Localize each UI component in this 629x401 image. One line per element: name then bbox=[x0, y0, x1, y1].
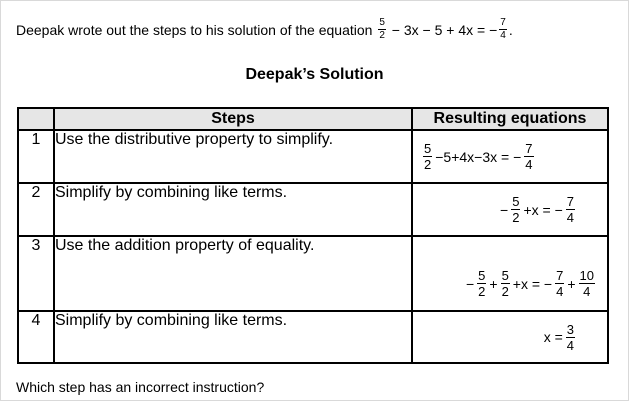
step-number: 2 bbox=[18, 183, 54, 236]
step-instruction: Simplify by combining like terms. bbox=[54, 311, 412, 363]
step-instruction: Use the distributive property to simplify. bbox=[54, 130, 412, 183]
resulting-equation: − $\frac{5}{2}$ + $\frac{5}{2}$ +x = − $\frac{7}{4}$ + $\frac{10}{4}$ bbox=[412, 236, 608, 311]
resulting-equation: − $\frac{5}{2}$ +x = − $\frac{7}{4}$ bbox=[412, 183, 608, 236]
fraction: $\frac{7}{4}$ bbox=[556, 268, 564, 299]
solution-table bbox=[17, 107, 609, 364]
fraction: $\frac{5}{2}$ bbox=[512, 194, 520, 225]
question-text: Which step has an incorrect instruction? bbox=[16, 379, 265, 395]
table-row bbox=[18, 311, 608, 363]
resulting-equation: x = $\frac{3}{4}$ bbox=[412, 311, 608, 363]
fraction: $\frac{5}{2}$ bbox=[424, 141, 432, 172]
header-steps: Steps bbox=[54, 108, 412, 130]
header-results: Resulting equations bbox=[412, 108, 608, 130]
fraction: $\frac{3}{4}$ bbox=[566, 321, 574, 353]
fraction: $\frac{10}{4}$ bbox=[579, 268, 594, 299]
step-number: 1 bbox=[18, 130, 54, 183]
prompt-equation-middle: − 3x − 5 + 4x = − bbox=[391, 21, 498, 38]
header-number bbox=[18, 108, 54, 130]
step-instruction: Use the addition property of equality. bbox=[54, 236, 412, 311]
step-number: 3 bbox=[18, 236, 54, 311]
fraction: $\frac{5}{2}$ bbox=[478, 268, 486, 299]
fraction: $\frac{5}{2}$ bbox=[379, 17, 385, 41]
step-number: 4 bbox=[18, 311, 54, 363]
fraction: $\frac{7}{4}$ bbox=[500, 17, 506, 41]
resulting-equation: $\frac{5}{2}$ −5+4x−3x = − $\frac{7}{4}$ bbox=[412, 130, 608, 183]
solution-title: Deepak’s Solution bbox=[245, 66, 384, 83]
fraction: $\frac{7}{4}$ bbox=[566, 194, 574, 225]
table-row bbox=[18, 183, 608, 236]
prompt-text: Deepak wrote out the steps to his solution of the equation bbox=[16, 21, 373, 38]
prompt-period: . bbox=[508, 21, 513, 38]
fraction: $\frac{7}{4}$ bbox=[525, 141, 533, 172]
problem-statement bbox=[16, 18, 513, 41]
table-row bbox=[18, 236, 608, 311]
fraction: $\frac{5}{2}$ bbox=[501, 268, 509, 299]
table-header-row bbox=[18, 108, 608, 130]
table-row bbox=[18, 130, 608, 183]
step-instruction: Simplify by combining like terms. bbox=[54, 183, 412, 236]
